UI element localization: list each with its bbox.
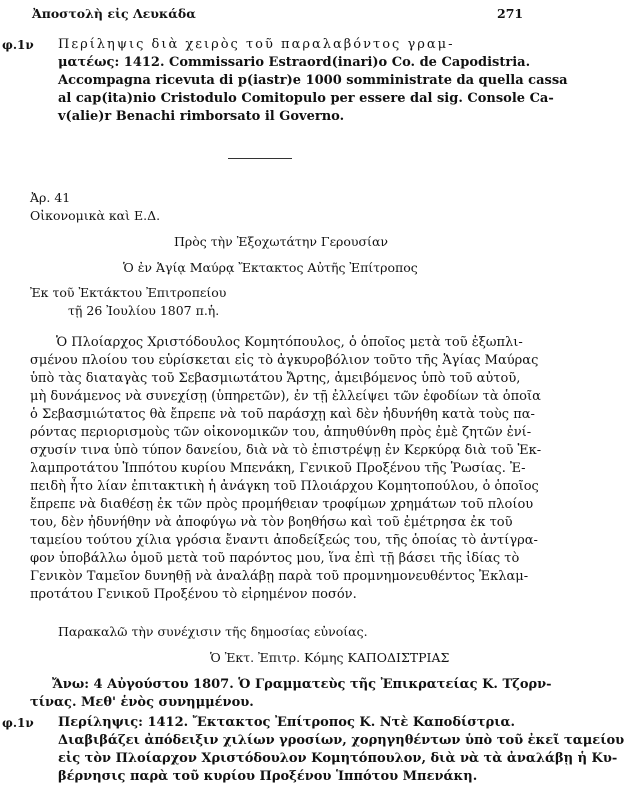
body-line: σμένου πλοίου του εὑρίσκεται εἰς τὸ ἀγκυροβόλιον τοῦτο τῆς Ἁγίας Μαύρας bbox=[30, 353, 539, 368]
top-note-line: v(alie)r Benachi rimborsato il Governo. bbox=[58, 109, 345, 124]
endorsement-line: Ἄνω: 4 Αὐγούστου 1807. Ὁ Γραμματεὺς τῆς Ἐπικρατείας Κ. Τζορν- bbox=[52, 677, 552, 692]
body-line: Ὁ Πλοίαρχος Χριστόδουλος Κομητόπουλος, ὁ ὁποῖος μετὰ τοῦ ἐξωπλι- bbox=[56, 335, 523, 350]
top-note-line: Περίληψις διὰ χειρὸς τοῦ παραλαβόντος γραμ- bbox=[58, 37, 455, 52]
page-number: 271 bbox=[497, 6, 524, 21]
body-line: φον ὑποβάλλω ὁμοῦ μετὰ τοῦ παρόντος μου, ἵνα ἐπὶ τῇ βάσει τῆς ἰδίας τὸ bbox=[30, 551, 520, 566]
body-line: του, δὲν ἠδυνήθην νὰ ἀποφύγω νὰ τὸν βοηθήσω καὶ τοῦ ἐμέτρησα ἐκ τοῦ bbox=[30, 515, 513, 530]
bottom-note-folio-label: φ.1ν bbox=[2, 716, 34, 730]
bottom-note-line: βέρνησις παρὰ τοῦ κυρίου Προξένου Ἱππότου Μπενάκη. bbox=[58, 769, 478, 784]
document-number: Ἀρ. 41 bbox=[30, 190, 71, 205]
document-sender: Ὁ ἐν Ἁγίᾳ Μαύρᾳ Ἔκτακτος Αὐτῆς Ἐπίτροπος bbox=[123, 260, 418, 275]
bottom-note-line: Διαβιβάζει ἀπόδειξιν χιλίων γροσίων, χορηγηθέντων ὑπὸ τοῦ ἐκεῖ ταμείου bbox=[58, 733, 624, 748]
body-line: Γενικὸν Ταμεῖον δυνηθῇ νὰ ἀναλάβῃ παρὰ τοῦ προμνημονευθέντος Ἐκλαμ- bbox=[30, 569, 529, 584]
top-note-line: al cap(ita)nio Cristodulo Comitopulo per essere dal sig. Console Ca- bbox=[58, 91, 554, 106]
body-line: ρόντας περιορισμοὺς τῶν οἰκονομικῶν του, ἀπηυθύνθη πρὸς ἐμὲ ζητῶν ἐνί- bbox=[30, 425, 532, 440]
body-line: ὁ Σεβασμιώτατος θὰ ἔπρεπε νὰ τοῦ παράσχῃ καὶ δὲν ἠδυνήθη κατὰ τοὺς πα- bbox=[30, 407, 535, 422]
document-body bbox=[30, 334, 542, 604]
bottom-note bbox=[58, 714, 624, 786]
top-note-line: Accompagna ricevuta di p(iastr)e 1000 somministrate da quella cassa bbox=[58, 73, 568, 88]
body-line: προτάτου Γενικοῦ Προξένου τὸ εἰρημένον ποσόν. bbox=[30, 587, 357, 602]
body-line: πειδὴ ἦτο λίαν ἐπιτακτικὴ ἡ ἀνάγκη τοῦ Πλοιάρχου Κομητοπούλου, ὁ ὁποῖος bbox=[30, 479, 539, 494]
top-note bbox=[58, 36, 568, 126]
bottom-note-line: Περίληψις: 1412. Ἔκτακτος Ἐπίτροπος Κ. Ντὲ Καποδίστρια. bbox=[58, 715, 516, 730]
body-line: ταμείου τούτου χίλια γρόσια ἔναντι ἀποδείξεώς του, τῆς ὁποίας τὸ ἀντίγρα- bbox=[30, 533, 538, 548]
body-line: μὴ δυνάμενος νὰ συνεχίσῃ (ὑπηρετῶν), ἐν τῇ ἐλλείψει τῶν ἐφοδίων τὰ ὁποῖα bbox=[30, 389, 541, 404]
top-note-line: ματέως: 1412. Commissario Estraord(inari)o Co. de Capodistria. bbox=[58, 55, 531, 70]
document-category: Οἰκονομικὰ καὶ Ε.Δ. bbox=[30, 208, 161, 223]
top-note-folio-label: φ.1ν bbox=[2, 38, 34, 52]
body-line: ὑπὸ τὰς διαταγὰς τοῦ Σεβασμιωτάτου Ἄρτης, ἀμειβόμενος ὑπὸ τοῦ αὐτοῦ, bbox=[30, 371, 521, 386]
document-addressee: Πρὸς τὴν Ἐξοχωτάτην Γερουσίαν bbox=[174, 234, 388, 249]
endorsement-line: τίνας. Μεθ' ἑνὸς συνημμένου. bbox=[30, 695, 254, 710]
section-divider bbox=[228, 158, 292, 159]
body-line: λαμπροτάτου Ἱππότου κυρίου Μπενάκη, Γενικοῦ Προξένου τῆς Ῥωσίας. Ἐ- bbox=[30, 461, 526, 476]
document-date: τῇ 26 Ἰουλίου 1807 π.ἡ. bbox=[68, 303, 220, 318]
document-origin: Ἐκ τοῦ Ἐκτάκτου Ἐπιτροπείου bbox=[30, 285, 227, 300]
signature: Ὁ Ἐκτ. Ἐπιτρ. Κόμης ΚΑΠΟΔΙΣΤΡΙΑΣ bbox=[210, 650, 450, 665]
bottom-note-line: εἰς τὸν Πλοίαρχον Χριστόδουλον Κομητόπουλον, διὰ νὰ τὰ ἀναλάβῃ ἡ Κυ- bbox=[58, 751, 618, 766]
running-title: Ἀποστολὴ εἰς Λευκάδα bbox=[32, 6, 196, 21]
closing-line: Παρακαλῶ τὴν συνέχισιν τῆς δημοσίας εὐνοίας. bbox=[58, 624, 368, 639]
body-line: ἔπρεπε νὰ διαθέσῃ ἐκ τῶν πρὸς προμήθειαν τροφίμων χρημάτων τοῦ πλοίου bbox=[30, 497, 534, 512]
endorsement bbox=[30, 676, 552, 712]
body-line: σχυσίν τινα ὑπὸ τύπον δανείου, διὰ νὰ τὸ ἐπιστρέψῃ ἐν Κερκύρᾳ διὰ τοῦ Ἐκ- bbox=[30, 443, 542, 458]
